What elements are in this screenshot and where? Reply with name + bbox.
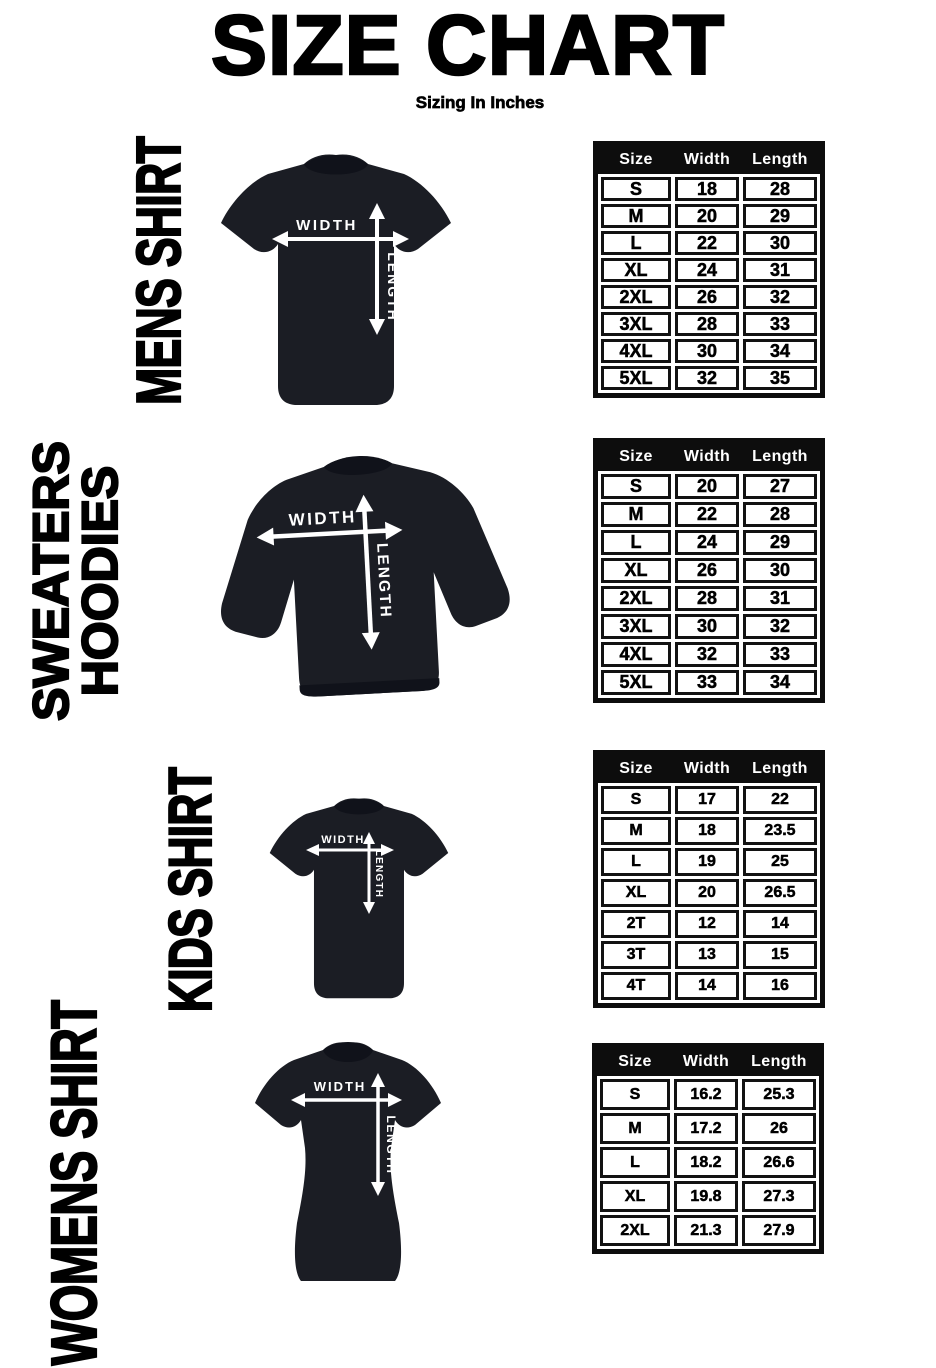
table-cell: 4XL — [601, 339, 671, 363]
table-cell: 2XL — [601, 285, 671, 309]
width-label: WIDTH — [313, 1079, 367, 1094]
table-row — [600, 1147, 816, 1178]
table-cell: XL — [601, 558, 671, 583]
table-cell: XL — [601, 879, 671, 907]
column-header-length: Length — [752, 448, 808, 465]
table-cell: L — [601, 530, 671, 555]
table-row — [600, 1079, 816, 1110]
table-cell: 29 — [743, 530, 817, 555]
table-cell: XL — [601, 258, 671, 282]
table-body — [600, 1079, 816, 1246]
section-label-mens-shirt — [125, 136, 195, 406]
table-cell: 26.6 — [742, 1147, 816, 1178]
table-header-row — [598, 146, 820, 174]
table-cell: 26.5 — [743, 879, 817, 907]
table-row — [601, 879, 817, 907]
table-row — [601, 231, 817, 255]
table-cell: L — [600, 1147, 670, 1178]
table-row — [601, 204, 817, 228]
table-cell: 30 — [743, 231, 817, 255]
column-header-size: Size — [619, 448, 653, 465]
table-cell: 17 — [675, 786, 739, 814]
table-row — [601, 670, 817, 695]
table-row — [601, 530, 817, 555]
column-header-size: Size — [619, 760, 653, 777]
table-row — [601, 558, 817, 583]
table-cell: L — [601, 848, 671, 876]
table-cell: 25 — [743, 848, 817, 876]
section-label-kids-shirt — [157, 762, 224, 1018]
table-cell: 2XL — [600, 1215, 670, 1246]
mens-tshirt-image — [202, 139, 470, 417]
table-row — [601, 910, 817, 938]
length-label: LENGTH — [373, 849, 384, 899]
column-header-size: Size — [619, 151, 653, 168]
table-row — [601, 614, 817, 639]
table-row — [600, 1215, 816, 1246]
length-label: LENGTH — [373, 542, 395, 620]
table-cell: 31 — [743, 586, 817, 611]
table-row — [601, 285, 817, 309]
table-cell: 32 — [743, 614, 817, 639]
section-label-sweaters-hoodies — [16, 441, 136, 721]
table-cell: 35 — [743, 366, 817, 390]
table-cell: 31 — [743, 258, 817, 282]
table-cell: S — [600, 1079, 670, 1110]
table-cell: 28 — [743, 502, 817, 527]
section-label-womens-shirt — [38, 1000, 111, 1366]
column-header-length: Length — [752, 760, 808, 777]
table-cell: 24 — [675, 530, 739, 555]
sweater-silhouette — [213, 450, 514, 701]
table-cell: 12 — [675, 910, 739, 938]
table-cell: 33 — [743, 312, 817, 336]
table-cell: 20 — [675, 879, 739, 907]
table-cell: 18.2 — [674, 1147, 738, 1178]
table-cell: 26 — [675, 558, 739, 583]
table-cell: M — [601, 502, 671, 527]
tshirt-silhouette — [270, 798, 448, 998]
table-cell: 27 — [743, 474, 817, 499]
table-cell: S — [601, 786, 671, 814]
column-header-width: Width — [683, 448, 731, 465]
table-cell: 17.2 — [674, 1113, 738, 1144]
table-cell: 22 — [743, 786, 817, 814]
table-cell: 14 — [743, 910, 817, 938]
table-row — [601, 786, 817, 814]
table-cell: 27.9 — [742, 1215, 816, 1246]
table-cell: M — [601, 817, 671, 845]
table-body — [601, 177, 817, 390]
width-label: WIDTH — [321, 834, 365, 846]
column-header-length: Length — [751, 1053, 807, 1070]
length-label: LENGTH — [384, 1115, 398, 1175]
table-row — [601, 258, 817, 282]
table-row — [601, 848, 817, 876]
table-body — [601, 786, 817, 1000]
column-header-width: Width — [682, 1053, 730, 1070]
table-cell: 18 — [675, 817, 739, 845]
column-header-width: Width — [683, 151, 731, 168]
table-row — [601, 941, 817, 969]
table-cell: 13 — [675, 941, 739, 969]
table-body — [601, 474, 817, 695]
table-cell: 15 — [743, 941, 817, 969]
table-cell: 2XL — [601, 586, 671, 611]
table-cell: 32 — [675, 366, 739, 390]
mens-size-table — [593, 141, 825, 398]
table-cell: 32 — [743, 285, 817, 309]
width-label: WIDTH — [296, 217, 358, 234]
womens-tshirt-image — [232, 1028, 464, 1290]
table-cell: 32 — [675, 642, 739, 667]
table-cell: 23.5 — [743, 817, 817, 845]
table-cell: 21.3 — [674, 1215, 738, 1246]
table-cell: 22 — [675, 231, 739, 255]
table-row — [601, 339, 817, 363]
table-cell: M — [601, 204, 671, 228]
table-cell: 3T — [601, 941, 671, 969]
width-label: WIDTH — [288, 507, 358, 530]
table-row — [601, 177, 817, 201]
column-header-size: Size — [618, 1053, 652, 1070]
table-header-row — [597, 1048, 819, 1076]
table-cell: 19 — [675, 848, 739, 876]
kids-tshirt-image — [255, 786, 463, 1008]
table-row — [601, 642, 817, 667]
table-cell: 27.3 — [742, 1181, 816, 1212]
table-cell: 4XL — [601, 642, 671, 667]
table-cell: 14 — [675, 972, 739, 1000]
womens-size-table — [592, 1043, 824, 1254]
section-label-text: WOMENS SHIRT — [38, 1000, 111, 1366]
sweater-image — [186, 434, 538, 726]
page-subtitle: Sizing In Inches — [415, 93, 545, 112]
table-cell: S — [601, 177, 671, 201]
table-cell: 20 — [675, 204, 739, 228]
table-row — [600, 1113, 816, 1144]
table-header-row — [598, 755, 820, 783]
table-cell: 5XL — [601, 670, 671, 695]
sweaters-size-table — [593, 438, 825, 703]
table-cell: 33 — [743, 642, 817, 667]
table-cell: L — [601, 231, 671, 255]
table-cell: XL — [600, 1181, 670, 1212]
table-cell: 25.3 — [742, 1079, 816, 1110]
table-cell: 20 — [675, 474, 739, 499]
table-cell: 28 — [675, 586, 739, 611]
table-cell: 30 — [675, 614, 739, 639]
table-row — [601, 586, 817, 611]
table-cell: 3XL — [601, 614, 671, 639]
table-row — [600, 1181, 816, 1212]
length-label: LENGTH — [385, 252, 401, 322]
table-cell: 30 — [675, 339, 739, 363]
section-label-text: MENS SHIRT — [125, 136, 195, 406]
table-cell: 19.8 — [674, 1181, 738, 1212]
table-row — [601, 817, 817, 845]
tshirt-silhouette — [221, 154, 451, 405]
kids-size-table — [593, 750, 825, 1008]
table-header-row — [598, 443, 820, 471]
table-cell: 33 — [675, 670, 739, 695]
table-cell: 16.2 — [674, 1079, 738, 1110]
table-cell: 29 — [743, 204, 817, 228]
page-title: SIZE CHART — [211, 0, 725, 92]
table-cell: M — [600, 1113, 670, 1144]
table-cell: 34 — [743, 670, 817, 695]
column-header-width: Width — [683, 760, 731, 777]
table-cell: 4T — [601, 972, 671, 1000]
column-header-length: Length — [752, 151, 808, 168]
section-label-text: SWEATERS — [23, 441, 79, 721]
table-cell: 3XL — [601, 312, 671, 336]
table-row — [601, 502, 817, 527]
table-row — [601, 366, 817, 390]
table-cell: 28 — [675, 312, 739, 336]
table-cell: S — [601, 474, 671, 499]
table-cell: 5XL — [601, 366, 671, 390]
table-row — [601, 972, 817, 1000]
table-cell: 26 — [742, 1113, 816, 1144]
section-label-text: KIDS SHIRT — [157, 767, 224, 1013]
table-row — [601, 312, 817, 336]
table-cell: 30 — [743, 558, 817, 583]
table-cell: 24 — [675, 258, 739, 282]
table-cell: 28 — [743, 177, 817, 201]
table-cell: 26 — [675, 285, 739, 309]
table-cell: 18 — [675, 177, 739, 201]
table-cell: 2T — [601, 910, 671, 938]
section-label-text: HOODIES — [72, 465, 128, 697]
table-cell: 16 — [743, 972, 817, 1000]
table-row — [601, 474, 817, 499]
table-cell: 34 — [743, 339, 817, 363]
table-cell: 22 — [675, 502, 739, 527]
